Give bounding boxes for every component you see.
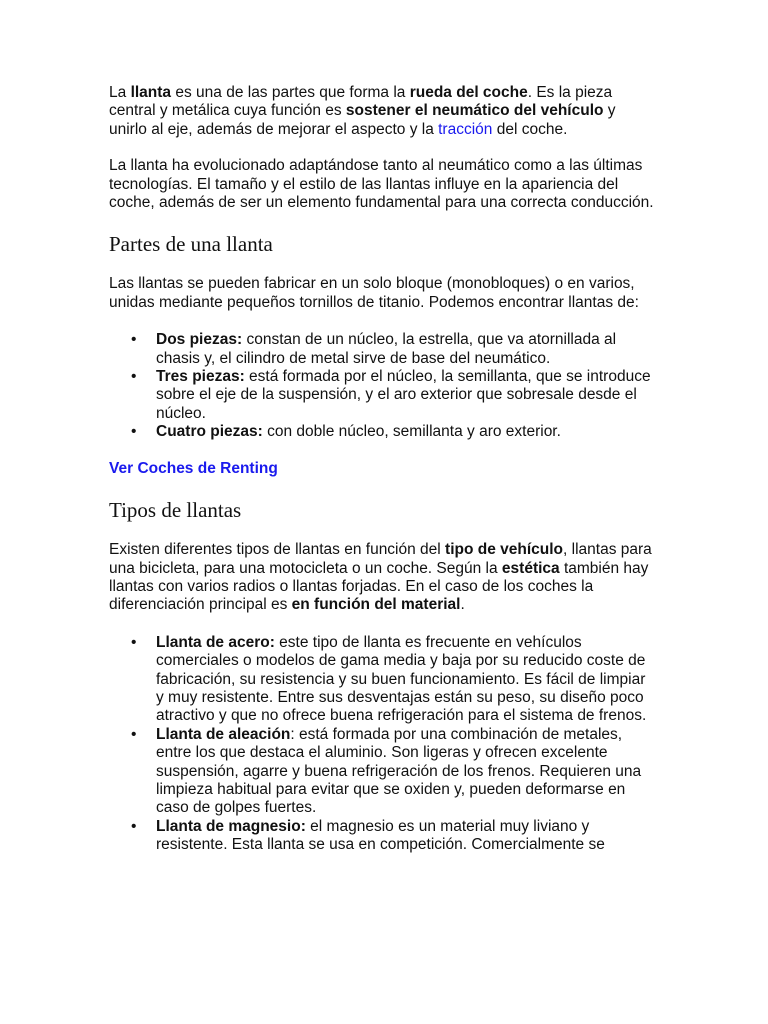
bold-text: tipo de vehículo <box>445 541 564 559</box>
text-run: Existen diferentes tipos de llantas en función del <box>109 541 446 559</box>
text-run: es una de las partes que forma la <box>171 84 410 101</box>
text-run: La <box>109 84 131 101</box>
list-item <box>109 634 657 726</box>
bold-text: rueda del coche <box>409 84 528 101</box>
text-run: y unirlo al eje, además de mejorar el aspecto y la <box>109 102 616 138</box>
traccion-link[interactable]: tracción <box>438 120 493 138</box>
bullet-icon: • <box>131 817 137 835</box>
list-item <box>109 331 657 368</box>
list-item <box>109 726 657 818</box>
text-run: también hay llantas con varios radios o llantas forjadas. En el caso de los coches la diferenciación principal es <box>109 559 649 614</box>
list-item-label: Cuatro piezas: <box>156 423 263 441</box>
article-body <box>109 84 657 855</box>
list-item-text: : está formada por una combinación de metales, entre los que destaca el aluminio. Son ligeras y ofrecen excelente suspensión, agarre y buena refrigeración de los frenos. Requieren una limpieza habitual para evitar que se oxiden y, pueden deformarse en caso de golpes fuertes. <box>156 725 642 817</box>
tipos-list <box>109 634 657 855</box>
bold-text: estética <box>501 559 560 577</box>
tipos-paragraph <box>109 541 657 615</box>
list-item-text: el magnesio es un material muy liviano y resistente. Esta llanta se usa en competición. Comercialmente se <box>156 817 605 854</box>
list-item-text: está formada por el núcleo, la semillanta, que se introduce sobre el eje de la suspensión, y el aro exterior que sobresale desde el núcleo. <box>156 368 651 422</box>
list-item <box>109 368 657 423</box>
text-run: . Es la pieza central y metálica cuya función es <box>109 84 613 120</box>
intro-paragraph-1 <box>109 84 657 139</box>
bold-text: sostener el neumático del vehículo <box>345 102 604 120</box>
ver-coches-renting-link[interactable]: Ver Coches de Renting <box>109 459 278 477</box>
bold-text: en función del material <box>291 596 461 614</box>
text-run: del coche. <box>492 120 568 138</box>
list-item <box>109 423 657 441</box>
list-item <box>109 818 657 855</box>
list-item-text: con doble núcleo, semillanta y aro exterior. <box>262 423 561 441</box>
text-run: . <box>460 596 465 614</box>
list-item-label: Llanta de aleación <box>156 725 291 743</box>
partes-list <box>109 331 657 441</box>
list-item-text: este tipo de llanta es frecuente en vehículos comerciales o modelos de gama media y baja por su reducido coste de fabricación, su resistencia y su buen funcionamiento. Es fácil de limpiar y muy resistente. Entre sus desventajas están su peso, su diseño poco atractivo y que no ofrece buena refrigeración para el sistema de frenos. <box>156 633 647 725</box>
list-item-label: Tres piezas: <box>156 368 245 386</box>
section-heading-partes: Partes de una llanta <box>109 232 273 257</box>
text-run: , llantas para una bicicleta, para una motocicleta o un coche. Según la <box>109 541 652 577</box>
list-item-label: Dos piezas: <box>156 331 243 349</box>
list-item-label: Llanta de acero: <box>156 633 275 651</box>
bullet-icon: • <box>131 633 137 651</box>
bold-text: llanta <box>130 84 172 101</box>
bullet-icon: • <box>131 725 137 743</box>
section-heading-tipos: Tipos de llantas <box>109 498 242 523</box>
partes-paragraph: Las llantas se pueden fabricar en un solo bloque (monobloques) o en varios, unidas mediante pequeños tornillos de titanio. Podemos encontrar llantas de: <box>109 275 639 311</box>
renting-link-paragraph <box>109 460 657 478</box>
list-item-label: Llanta de magnesio: <box>156 817 306 835</box>
bullet-icon: • <box>131 331 137 349</box>
list-item-text: constan de un núcleo, la estrella, que va atornillada al chasis y, el cilindro de metal sirve de base del neumático. <box>156 331 617 367</box>
bullet-icon: • <box>131 423 137 441</box>
intro-paragraph-2: La llanta ha evolucionado adaptándose tanto al neumático como a las últimas tecnologías. El tamaño y el estilo de las llantas influye en la apariencia del coche, además de ser un elemento fundamental para una correcta conducción. <box>109 157 654 212</box>
bullet-icon: • <box>131 368 137 386</box>
